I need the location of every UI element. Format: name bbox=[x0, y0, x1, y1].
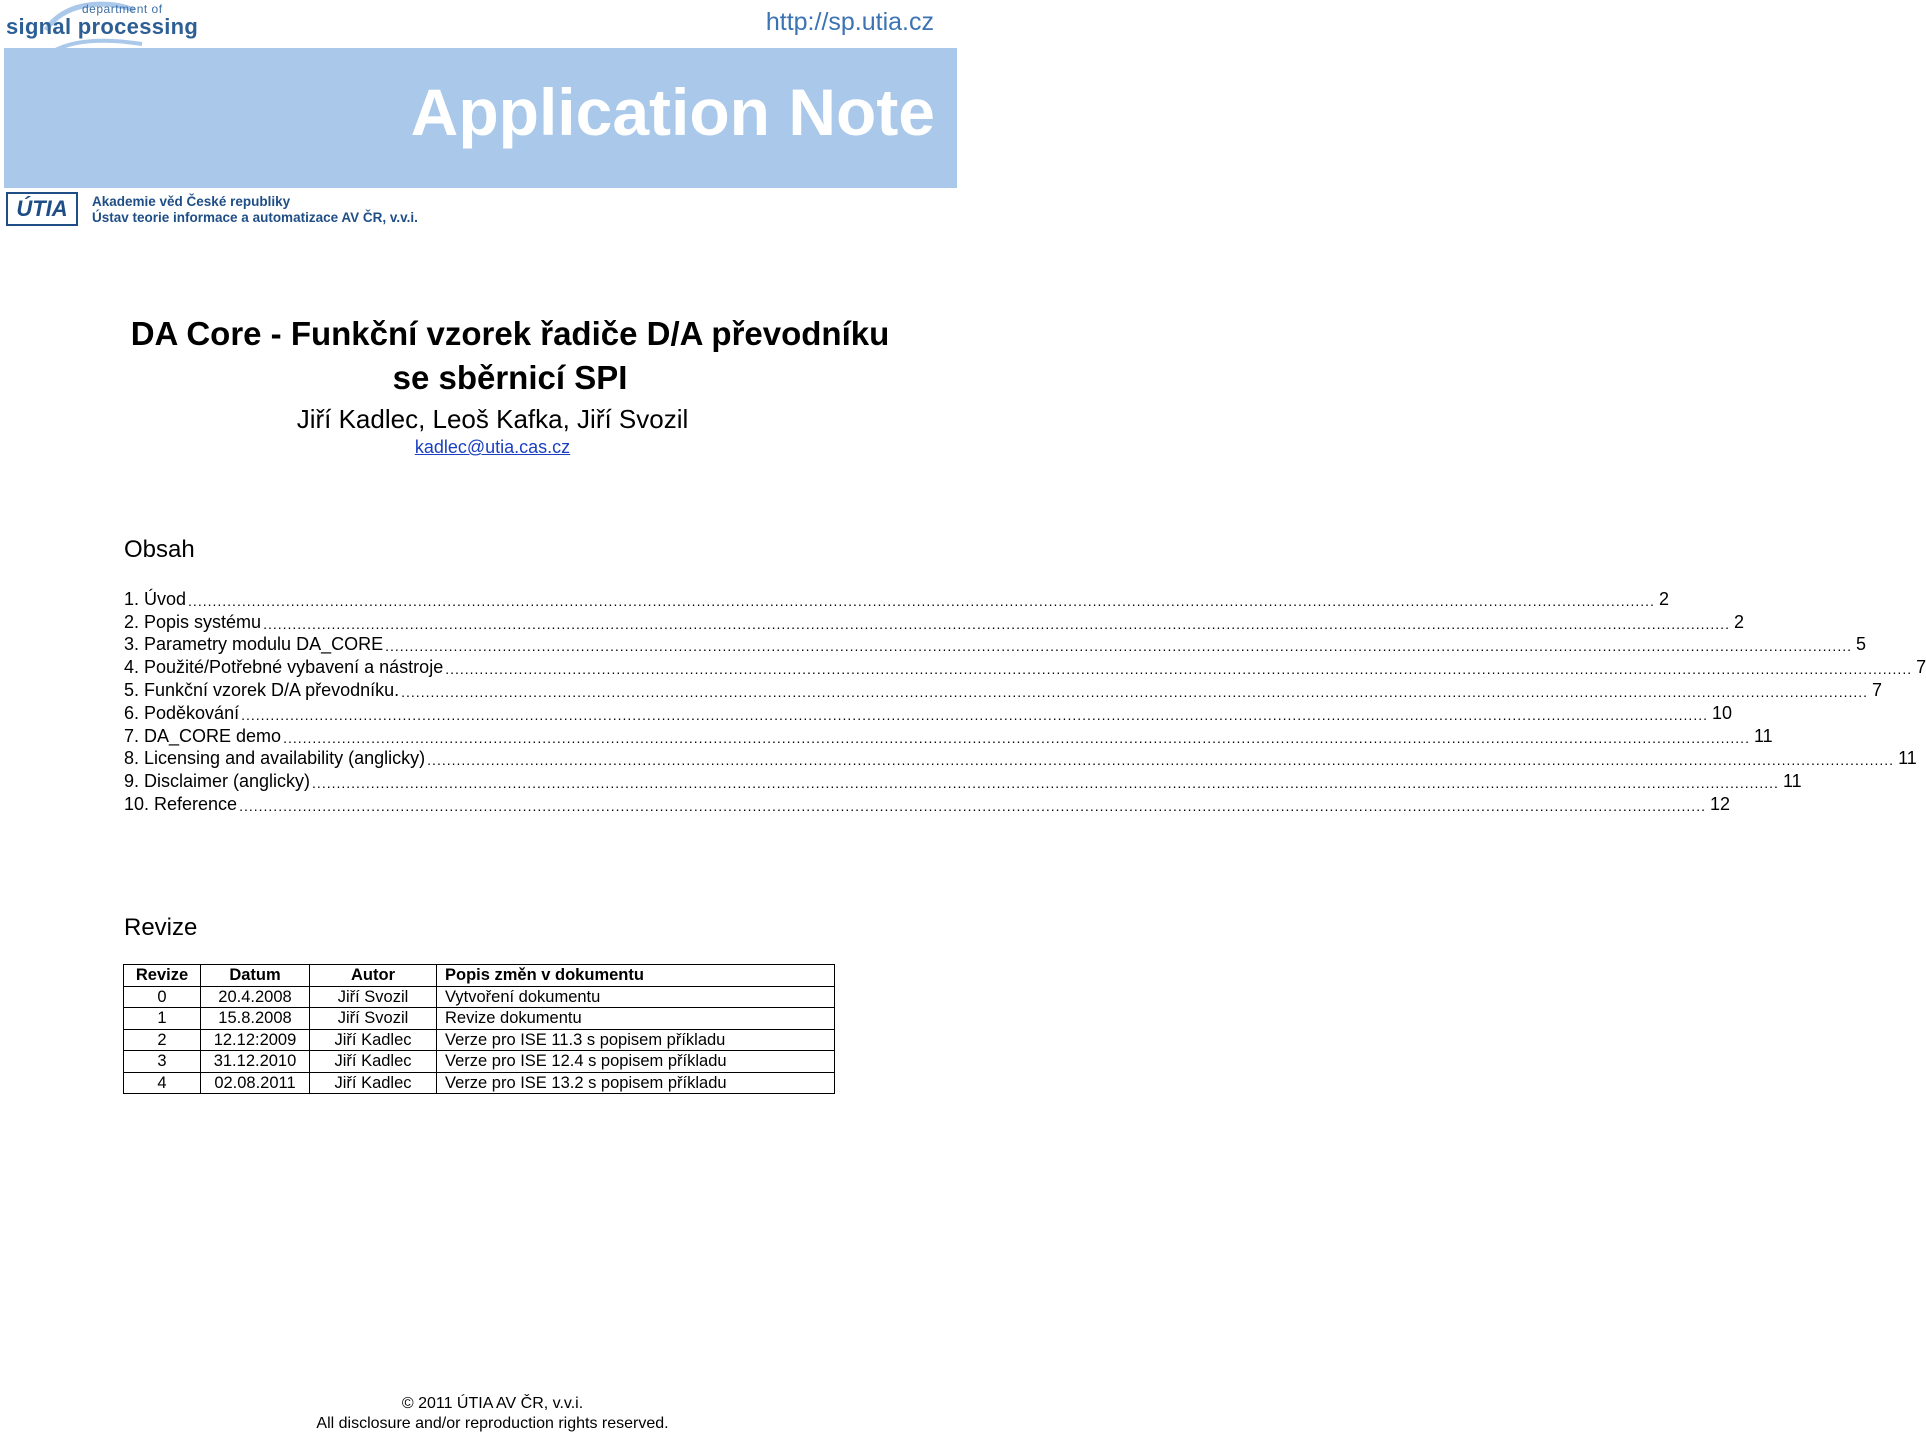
institute-line-2: Ústav teorie informace a automatizace AV ČR, v.v.i. bbox=[92, 210, 418, 225]
toc-leader-dots: ............................................................................................................................................................................................................................................................................................................ bbox=[427, 752, 1895, 769]
table-cell: 0 bbox=[124, 986, 201, 1008]
revisions-heading: Revize bbox=[124, 914, 198, 941]
table-cell: 3 bbox=[124, 1051, 201, 1073]
column-header: Revize bbox=[124, 965, 201, 987]
toc-item-label: 3. Parametry modulu DA_CORE bbox=[124, 634, 384, 655]
table-row bbox=[124, 1008, 835, 1030]
dept-big-label: signal processing bbox=[6, 14, 199, 39]
toc-item-page: 11 bbox=[1753, 725, 1773, 746]
column-header: Datum bbox=[201, 965, 310, 987]
toc-item[interactable] bbox=[124, 792, 1731, 815]
toc-item-page: 5 bbox=[1856, 634, 1867, 655]
table-header-row bbox=[124, 965, 835, 987]
table-row bbox=[124, 1072, 835, 1094]
table-cell: Vytvoření dokumentu bbox=[437, 986, 835, 1008]
toc-leader-dots: ............................................................................................................................................................................................................................................................................................................ bbox=[283, 729, 1750, 746]
table-cell: Revize dokumentu bbox=[437, 1008, 835, 1030]
table-cell: 15.8.2008 bbox=[201, 1008, 310, 1030]
toc-leader-dots: ............................................................................................................................................................................................................................................................................................................ bbox=[385, 638, 1852, 655]
table-cell: 4 bbox=[124, 1072, 201, 1094]
toc-leader-dots: ............................................................................................................................................................................................................................................................................................................ bbox=[401, 683, 1869, 700]
toc-item-label: 10. Reference bbox=[124, 793, 238, 814]
footer-copyright: © 2011 ÚTIA AV ČR, v.v.i. bbox=[401, 1395, 584, 1412]
title-line-1: DA Core - Funkční vzorek řadiče D/A převodníku bbox=[130, 315, 890, 352]
toc-item-label: 6. Poděkování bbox=[124, 702, 240, 723]
toc-item-label: 5. Funkční vzorek D/A převodníku. bbox=[124, 679, 400, 700]
institute-line-1: Akademie věd České republiky bbox=[92, 194, 291, 209]
table-cell: Jiří Kadlec bbox=[310, 1051, 437, 1073]
footer-rights: All disclosure and/or reproduction rights reserved. bbox=[316, 1415, 669, 1432]
toc-leader-dots: ............................................................................................................................................................................................................................................................................................................ bbox=[445, 661, 1913, 678]
toc-item[interactable] bbox=[124, 633, 1867, 656]
toc-item-label: 7. DA_CORE demo bbox=[124, 725, 282, 746]
banner-title: Application Note bbox=[410, 75, 935, 149]
toc-item[interactable] bbox=[124, 587, 1669, 610]
table-cell: Verze pro ISE 12.4 s popisem příkladu bbox=[437, 1051, 835, 1073]
table-cell: Verze pro ISE 11.3 s popisem příkladu bbox=[437, 1029, 835, 1051]
toc-item[interactable] bbox=[124, 678, 1883, 701]
table-cell: 20.4.2008 bbox=[201, 986, 310, 1008]
toc-heading: Obsah bbox=[124, 536, 195, 563]
toc-item[interactable] bbox=[124, 747, 1917, 770]
dsp-logo bbox=[2, 0, 212, 54]
table-cell: Jiří Svozil bbox=[310, 1008, 437, 1030]
toc-item[interactable] bbox=[124, 655, 1926, 678]
table-cell: Jiří Kadlec bbox=[310, 1029, 437, 1051]
table-cell: Verze pro ISE 13.2 s popisem příkladu bbox=[437, 1072, 835, 1094]
toc-item[interactable] bbox=[124, 610, 1744, 633]
title-line-2: se sběrnicí SPI bbox=[392, 359, 628, 396]
table-cell: 2 bbox=[124, 1029, 201, 1051]
table-cell: 1 bbox=[124, 1008, 201, 1030]
table-cell: 12.12:2009 bbox=[201, 1029, 310, 1051]
column-header: Autor bbox=[310, 965, 437, 987]
toc-item[interactable] bbox=[124, 724, 1773, 747]
table-cell: Jiří Kadlec bbox=[310, 1072, 437, 1094]
dept-small-label: department of bbox=[82, 2, 163, 16]
toc-item-label: 8. Licensing and availability (anglicky) bbox=[124, 748, 426, 769]
toc-item-page: 2 bbox=[1658, 588, 1669, 609]
table-row bbox=[124, 1051, 835, 1073]
table-row bbox=[124, 1029, 835, 1051]
toc-item-page: 2 bbox=[1733, 611, 1744, 632]
document-title bbox=[0, 312, 1020, 400]
table-cell: 31.12.2010 bbox=[201, 1051, 310, 1073]
site-url-link[interactable]: http://sp.utia.cz bbox=[765, 8, 934, 36]
toc-item[interactable] bbox=[124, 769, 1802, 792]
toc-item-page: 10 bbox=[1712, 702, 1733, 723]
toc-item-label: 9. Disclaimer (anglicky) bbox=[124, 771, 311, 792]
email-link[interactable]: kadlec@utia.cas.cz bbox=[414, 437, 571, 457]
toc-leader-dots: ............................................................................................................................................................................................................................................................................................................ bbox=[241, 706, 1708, 723]
toc-item-page: 7 bbox=[1872, 679, 1883, 700]
table-of-contents bbox=[124, 587, 1926, 815]
title-banner bbox=[4, 48, 957, 188]
toc-item-label: 2. Popis systému bbox=[124, 611, 262, 632]
table-row bbox=[124, 986, 835, 1008]
toc-item-page: 7 bbox=[1916, 657, 1926, 678]
toc-item-page: 11 bbox=[1782, 771, 1802, 792]
toc-leader-dots: ............................................................................................................................................................................................................................................................................................................ bbox=[312, 775, 1779, 792]
toc-leader-dots: ............................................................................................................................................................................................................................................................................................................ bbox=[263, 615, 1730, 632]
toc-item-page: 11 bbox=[1898, 748, 1917, 769]
institute-name bbox=[92, 194, 418, 226]
utia-logo: ÚTIA bbox=[6, 192, 78, 226]
table-cell: Jiří Svozil bbox=[310, 986, 437, 1008]
authors: Jiří Kadlec, Leoš Kafka, Jiří Svozil bbox=[296, 404, 689, 434]
toc-item-label: 4. Použité/Potřebné vybavení a nástroje bbox=[124, 657, 444, 678]
table-cell: 02.08.2011 bbox=[201, 1072, 310, 1094]
toc-leader-dots: ............................................................................................................................................................................................................................................................................................................ bbox=[239, 797, 1706, 814]
toc-item[interactable] bbox=[124, 701, 1733, 724]
toc-leader-dots: ............................................................................................................................................................................................................................................................................................................ bbox=[188, 592, 1655, 609]
toc-item-page: 12 bbox=[1709, 793, 1731, 814]
toc-item-label: 1. Úvod bbox=[124, 588, 187, 609]
column-header: Popis změn v dokumentu bbox=[437, 965, 835, 987]
revisions-table bbox=[123, 964, 835, 1094]
